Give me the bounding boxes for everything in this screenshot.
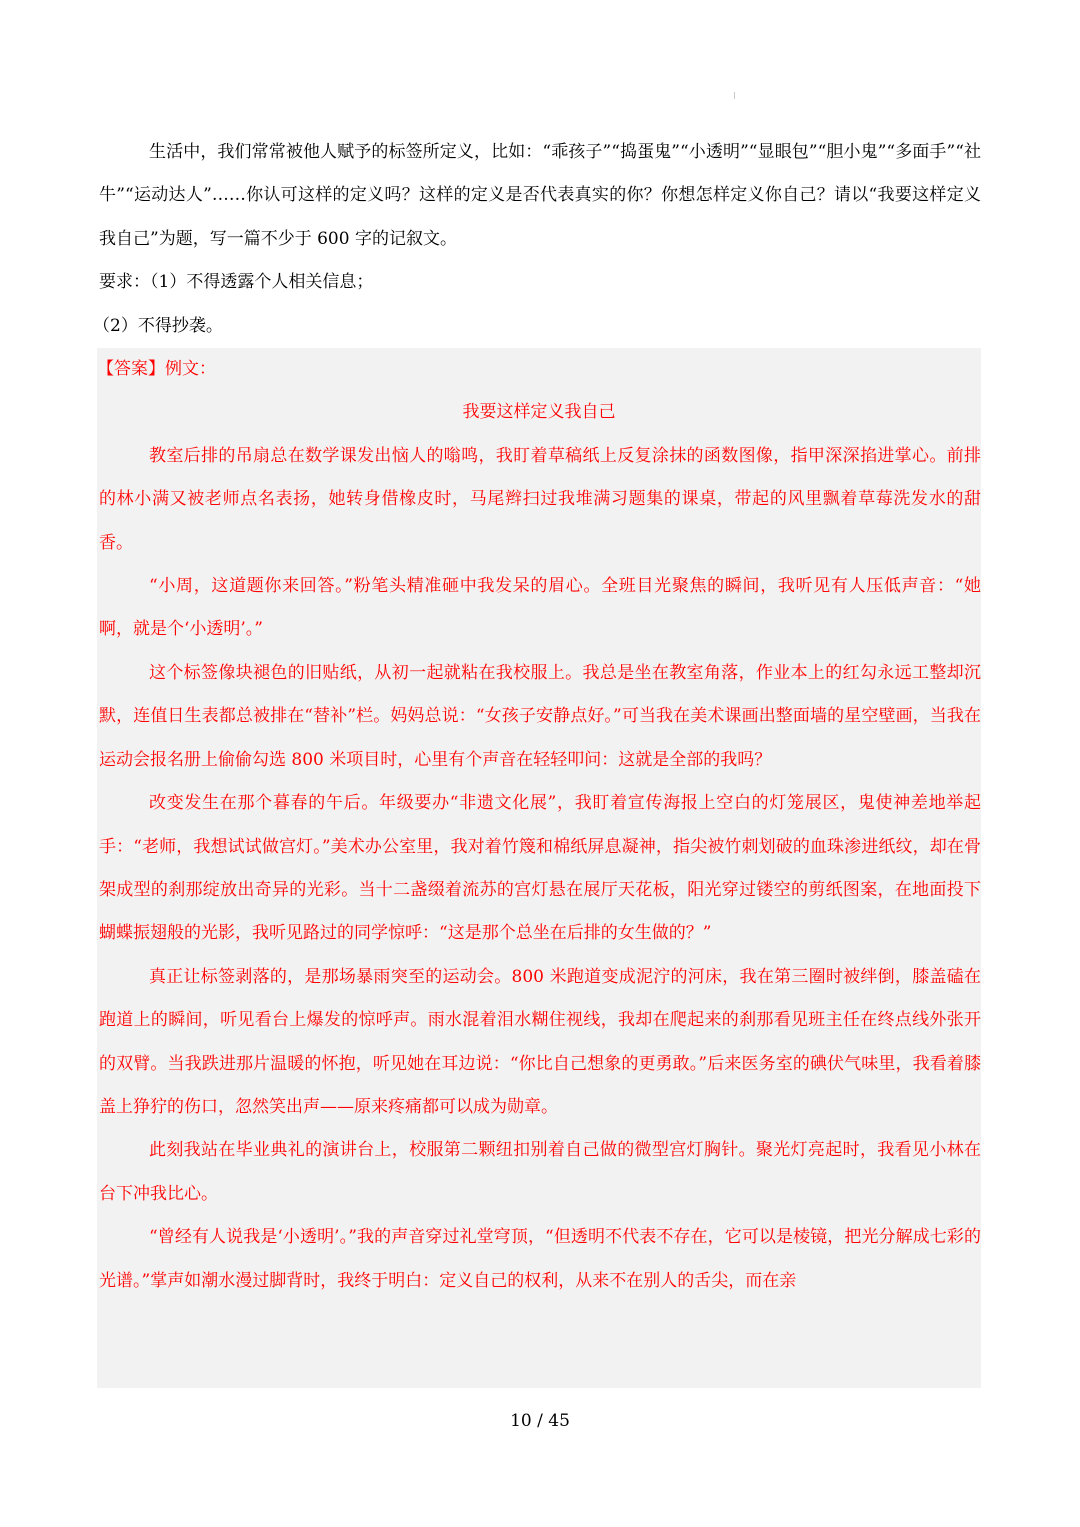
essay-title: 我要这样定义我自己: [462, 402, 616, 423]
page-content: [93, 131, 981, 1388]
essay-paragraph: 教室后排的吊扇总在数学课发出恼人的嗡鸣，我盯着草稿纸上反复涂抹的函数图像，指甲深深掐进掌心。前排的林小满又被老师点名表扬，她转身借橡皮时，马尾辫扫过我堆满习题集的课桌，带起的风里飘着草莓洗发水的甜香。: [99, 445, 981, 553]
requirement-two: （2）不得抄袭。: [93, 315, 223, 336]
header-mark: [734, 92, 735, 99]
essay-paragraph: “小周，这道题你来回答。”粉笔头精准砸中我发呆的眉心。全班目光聚焦的瞬间，我听见有人压低声音：“她啊，就是个‘小透明’。”: [99, 576, 981, 640]
essay-paragraph: 真正让标签剥落的，是那场暴雨突至的运动会。800 米跑道变成泥泞的河床，我在第三圈时被绊倒，膝盖磕在跑道上的瞬间，听见看台上爆发的惊呼声。雨水混着泪水糊住视线，我却在爬起来的刹那看见班主任在终点线外张开的双臂。当我跌进那片温暖的怀抱，听见她在耳边说：“你比自己想象的更勇敢。”后来医务室的碘伏气味里，我看着膝盖上狰狞的伤口，忽然笑出声——原来疼痛都可以成为勋章。: [99, 966, 981, 1117]
answer-section: [97, 348, 981, 1388]
answer-heading: [97, 348, 981, 391]
requirement-one: 要求：（1）不得透露个人相关信息；: [99, 272, 374, 293]
essay-paragraph: 这个标签像块褪色的旧贴纸，从初一起就粘在我校服上。我总是坐在教室角落，作业本上的红勾永远工整却沉默，连值日生表都总被排在“替补”栏。妈妈总说：“女孩子安静点好。”可当我在美术课画出整面墙的星空壁画，当我在运动会报名册上偷偷勾选 800 米项目时，心里有个声音在轻轻叩问：这就是全部的我吗？: [99, 662, 981, 770]
prompt-intro: 生活中，我们常常被他人赋予的标签所定义，比如：“乖孩子”“捣蛋鬼”“小透明”“显眼包”“胆小鬼”“多面手”“社牛”“运动达人”……你认可这样的定义吗？这样的定义是否代表真实的你？你想怎样定义你自己？请以“我要这样定义我自己”为题，写一篇不少于 600 字的记叙文。: [99, 142, 981, 249]
answer-label: 例文：: [165, 359, 216, 380]
essay-paragraph: 改变发生在那个暮春的午后。年级要办“非遗文化展”，我盯着宣传海报上空白的灯笼展区，鬼使神差地举起手：“老师，我想试试做宫灯。”美术办公室里，我对着竹篾和棉纸屏息凝神，指尖被竹刺划破的血珠渗进纸纹，却在骨架成型的刹那绽放出奇异的光彩。当十二盏缀着流苏的宫灯悬在展厅天花板，阳光穿过镂空的剪纸图案，在地面投下蝴蝶振翅般的光影，我听见路过的同学惊呼：“这是那个总坐在后排的女生做的？”: [99, 793, 981, 944]
essay-paragraph: “曾经有人说我是‘小透明’。”我的声音穿过礼堂穹顶，“但透明不代表不存在，它可以是棱镜，把光分解成七彩的光谱。”掌声如潮水漫过脚背时，我终于明白：定义自己的权利，从来不在别人的舌尖，而在亲: [99, 1227, 981, 1291]
answer-tag: 【答案】: [97, 359, 165, 380]
page-number: 10 / 45: [510, 1411, 570, 1431]
essay-paragraph: 此刻我站在毕业典礼的演讲台上，校服第二颗纽扣别着自己做的微型宫灯胸针。聚光灯亮起时，我看见小林在台下冲我比心。: [99, 1140, 981, 1204]
